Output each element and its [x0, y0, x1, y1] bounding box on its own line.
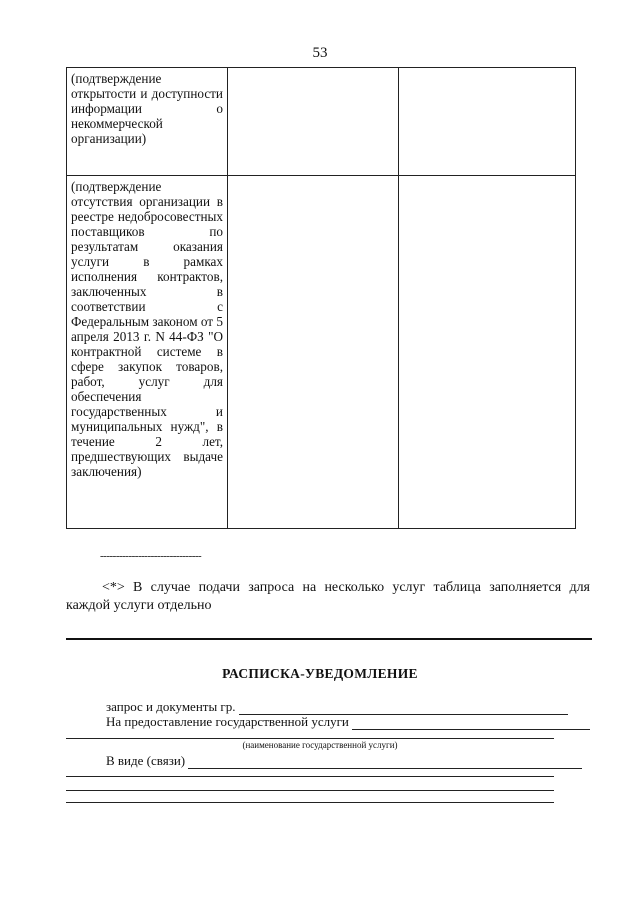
form-label: В виде (связи) — [106, 753, 186, 768]
footnote-text: <*> В случае подачи запроса на несколько услуг таблица заполняется для каждой услуги отдельно — [66, 580, 590, 613]
table-cell-empty — [228, 68, 399, 176]
form-line — [106, 753, 582, 769]
request-line — [106, 699, 568, 715]
table-cell-empty — [228, 176, 399, 529]
service-line — [106, 714, 590, 730]
page-number: 53 — [312, 45, 328, 61]
confirmation-table — [66, 67, 576, 529]
service-label: На предоставление государственной услуги — [106, 714, 349, 729]
blank-line[interactable] — [66, 790, 554, 791]
table-row — [67, 68, 576, 176]
request-label: запрос и документы гр. — [106, 699, 236, 714]
service-caption: (наименование государственной услуги) — [242, 740, 398, 750]
table-row — [67, 176, 576, 529]
form-fill-line[interactable] — [188, 756, 582, 769]
receipt-title: РАСПИСКА-УВЕДОМЛЕНИЕ — [222, 666, 418, 681]
table-cell-empty — [398, 68, 575, 176]
blank-line[interactable] — [66, 776, 554, 777]
table-cell-empty — [398, 176, 575, 529]
footnote-separator: -------------------------------- — [100, 550, 202, 562]
section-divider — [66, 638, 592, 640]
table-cell-description: (подтверждение открытости и доступности информации о некоммерческой организации) — [67, 68, 228, 176]
service-fill-line[interactable] — [352, 717, 590, 730]
blank-line[interactable] — [66, 802, 554, 803]
table-cell-description: (подтверждение отсутствия организации в реестре недобросовестных поставщиков по результатам оказания услуги в рамках исполнения контрактов, заключенных в соответствии с Федеральным законом от 5 апреля 2013 г. N 44-ФЗ "О контрактной системе в сфере закупок товаров, работ, услуг для обеспечения государственных и муниципальных нужд", в течение 2 лет, предшествующих выдаче заключения) — [67, 176, 228, 529]
service-continuation-line[interactable] — [66, 738, 554, 739]
